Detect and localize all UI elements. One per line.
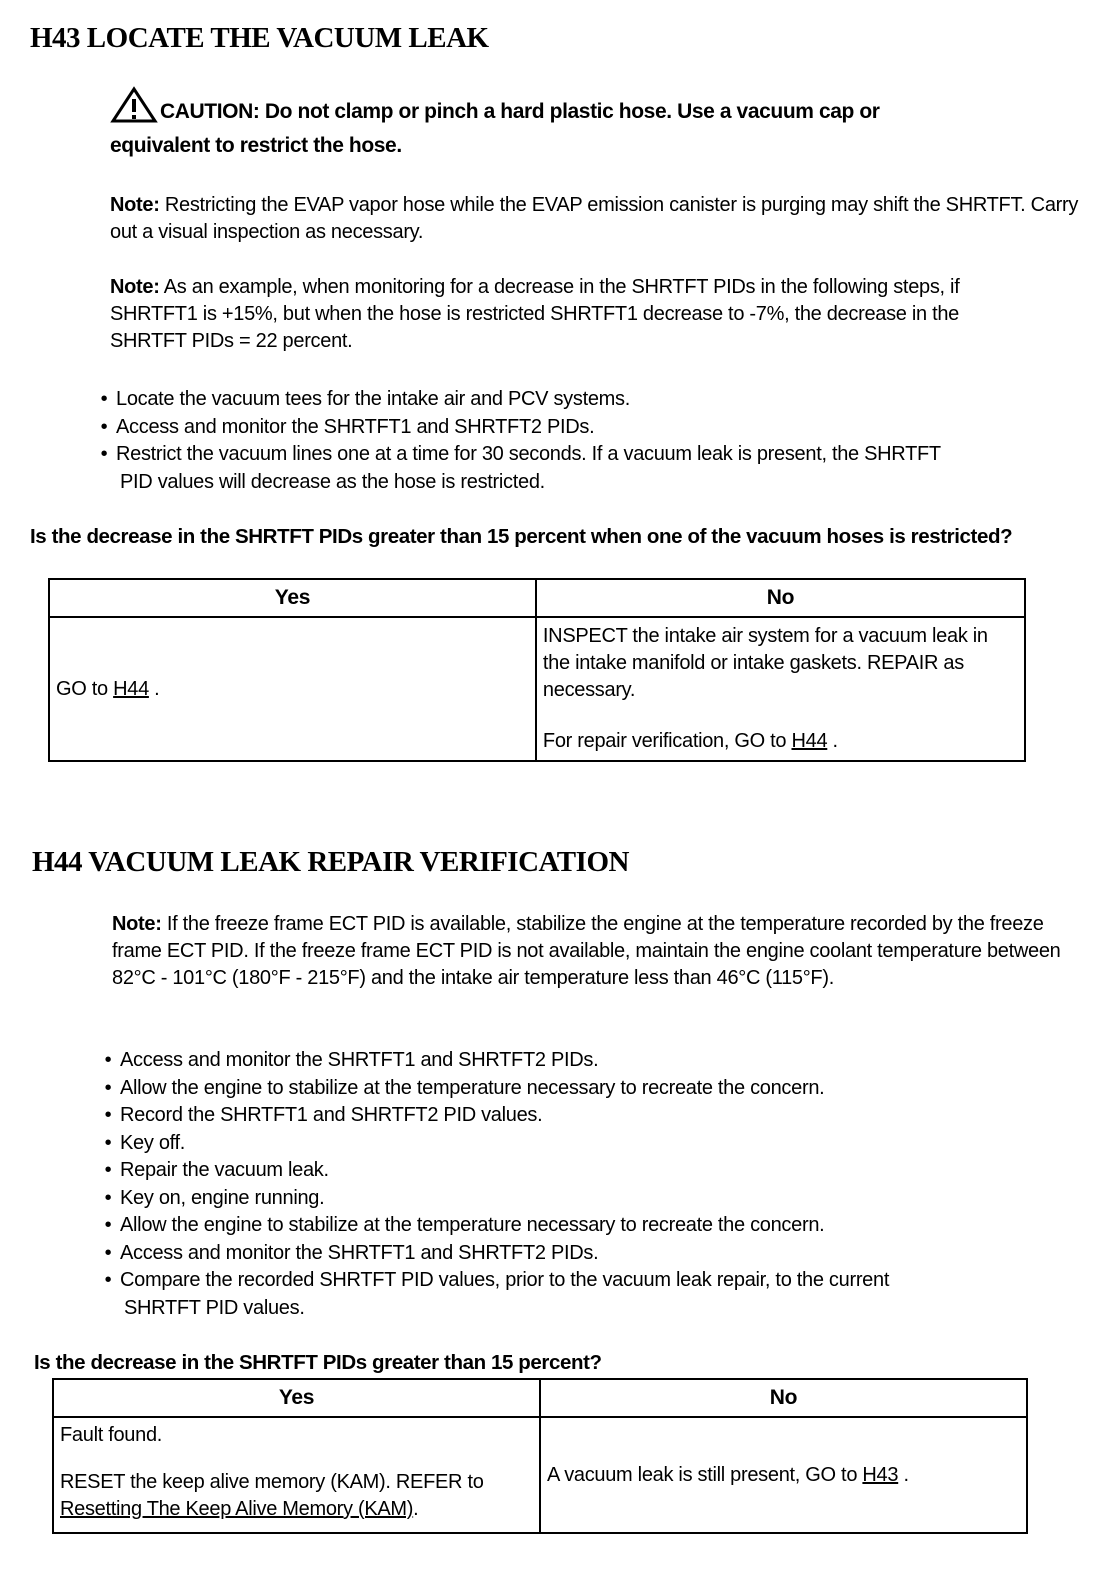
note-label: Note: [110,194,160,216]
note-text: Restricting the EVAP vapor hose while the EVAP emission canister is purging may shift the SHRTFT. Carry out a visual inspection as necessary. [110,194,1079,243]
no-cell-instruction: INSPECT the intake air system for a vacuum leak in the intake manifold or intake gaskets. REPAIR as necessary. [542,625,988,701]
list-item-continuation: SHRTFT PID values. [124,1296,305,1319]
yes-cell: GO to H44 . [49,617,536,761]
list-item: • Restrict the vacuum lines one at a time for 30 seconds. If a vacuum leak is present, the SHRTFT [100,443,941,465]
note-label: Note: [112,913,162,935]
h43-title: H43 LOCATE THE VACUUM LEAK [30,22,489,54]
h43-note-2 [110,274,1030,355]
no-cell [536,617,1025,761]
caution-text: CAUTION: Do not clamp or pinch a hard plastic hose. Use a vacuum cap or equivalent to restrict the hose. [110,100,880,157]
h43-link[interactable]: H43 [862,1463,899,1486]
reset-kam-text: RESET the keep alive memory (KAM). REFER to Resetting The Keep Alive Memory (KAM). [60,1471,484,1520]
list-item: • Access and monitor the SHRTFT1 and SHRTFT2 PIDs. [104,1241,599,1264]
h44-note [112,911,1072,992]
note-label: Note: [110,276,160,298]
list-item: • Record the SHRTFT1 and SHRTFT2 PID values. [104,1104,543,1126]
yes-header: Yes [53,1379,540,1417]
h44-link[interactable]: H44 [113,677,149,700]
no-cell-verification: For repair verification, GO to H44 . [542,730,838,752]
reset-kam-link[interactable]: Resetting The Keep Alive Memory (KAM) [60,1498,414,1520]
yes-header: Yes [49,579,536,617]
h44-steps-list [96,1047,1096,1322]
list-item: • Access and monitor the SHRTFT1 and SHRTFT2 PIDs. [100,415,595,438]
h43-steps-list [92,386,1092,496]
h43-answer-table [48,578,1026,762]
h44-question: Is the decrease in the SHRTFT PIDs greater than 15 percent? [34,1351,602,1374]
list-item: • Allow the engine to stabilize at the temperature necessary to recreate the concern. [104,1076,825,1099]
warning-triangle-icon [110,86,158,132]
yes-cell [53,1417,540,1533]
list-item: • Access and monitor the SHRTFT1 and SHRTFT2 PIDs. [104,1049,599,1071]
list-item: • Key on, engine running. [104,1186,325,1209]
note-text: As an example, when monitoring for a decrease in the SHRTFT PIDs in the following steps, if SHRTFT1 is +15%, but when the hose is restricted SHRTFT1 decrease to -7%, the decrease in the SHRTFT PIDs = 22 percent. [110,276,960,352]
h44-answer-table [52,1378,1028,1534]
list-item: • Allow the engine to stabilize at the temperature necessary to recreate the concern. [104,1214,825,1236]
caution-block [110,86,980,160]
no-header: No [540,1379,1027,1417]
no-cell: A vacuum leak is still present, GO to H43 . [540,1417,1027,1533]
list-item-continuation: PID values will decrease as the hose is restricted. [120,470,545,493]
h44-link[interactable]: H44 [791,730,828,752]
h43-note-1 [110,192,1080,246]
note-text: If the freeze frame ECT PID is available, stabilize the engine at the temperature recorded by the freeze frame ECT PID. If the freeze frame ECT PID is not available, maintain the engine coolant temperature between 82°C - 101°C (180°F - 215°F) and the intake air temperature less than 46°C (115°F). [112,913,1061,989]
list-item: • Repair the vacuum leak. [104,1159,329,1181]
h44-title: H44 VACUUM LEAK REPAIR VERIFICATION [32,846,629,878]
h43-question: Is the decrease in the SHRTFT PIDs greater than 15 percent when one of the vacuum hoses is restricted? [30,525,1013,548]
list-item: • Locate the vacuum tees for the intake air and PCV systems. [100,388,630,410]
list-item: • Key off. [104,1131,186,1154]
no-header: No [536,579,1025,617]
list-item: • Compare the recorded SHRTFT PID values, prior to the vacuum leak repair, to the current [104,1269,890,1291]
fault-found-text: Fault found. [60,1424,163,1446]
